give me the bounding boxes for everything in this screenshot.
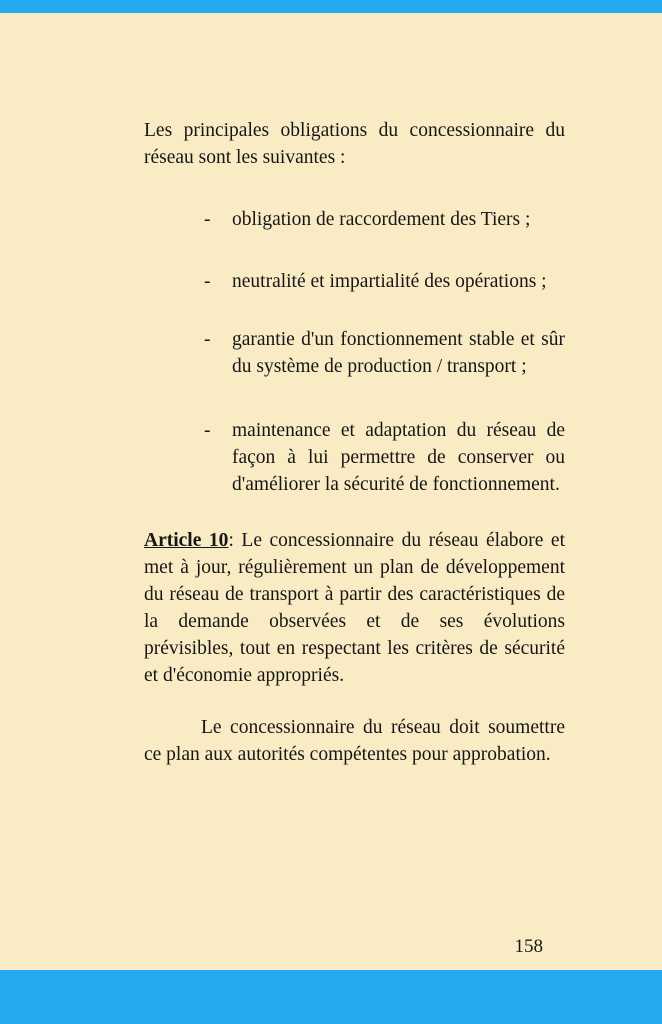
dash-bullet: - [204, 271, 211, 292]
page-content [144, 13, 565, 768]
list-item [204, 326, 565, 380]
list-item-text: obligation de raccordement des Tiers ; [232, 209, 531, 230]
bottom-border-bar [0, 970, 662, 1024]
closing-paragraph: Le concessionnaire du réseau doit soumettre ce plan aux autorités compétentes pour approbation. [144, 717, 565, 765]
intro-paragraph: Les principales obligations du concessionnaire du réseau sont les suivantes : [144, 120, 565, 168]
dash-bullet: - [204, 420, 211, 441]
list-item [204, 268, 565, 295]
list-item-text: garantie d'un fonctionnement stable et sûr du système de production / transport ; [232, 329, 565, 377]
list-item [204, 417, 565, 498]
dash-bullet: - [204, 329, 211, 350]
obligations-list [144, 206, 565, 498]
top-border-bar [0, 0, 662, 13]
article-10-label: Article 10 [144, 530, 229, 551]
list-item-text: maintenance et adaptation du réseau de façon à lui permettre de conserver ou d'améliorer la sécurité de fonctionnement. [232, 420, 565, 495]
article-10-paragraph [144, 527, 565, 689]
article-10-body: : Le concessionnaire du réseau élabore et met à jour, régulièrement un plan de développement du réseau de transport à partir des caractéristiques de la demande observées et de ses évolutions prévisibles, tout en respectant les critères de sécurité et d'économie appropriés. [144, 530, 565, 686]
page-number: 158 [514, 936, 543, 957]
list-item [204, 206, 565, 233]
dash-bullet: - [204, 209, 211, 230]
list-item-text: neutralité et impartialité des opérations ; [232, 271, 547, 292]
